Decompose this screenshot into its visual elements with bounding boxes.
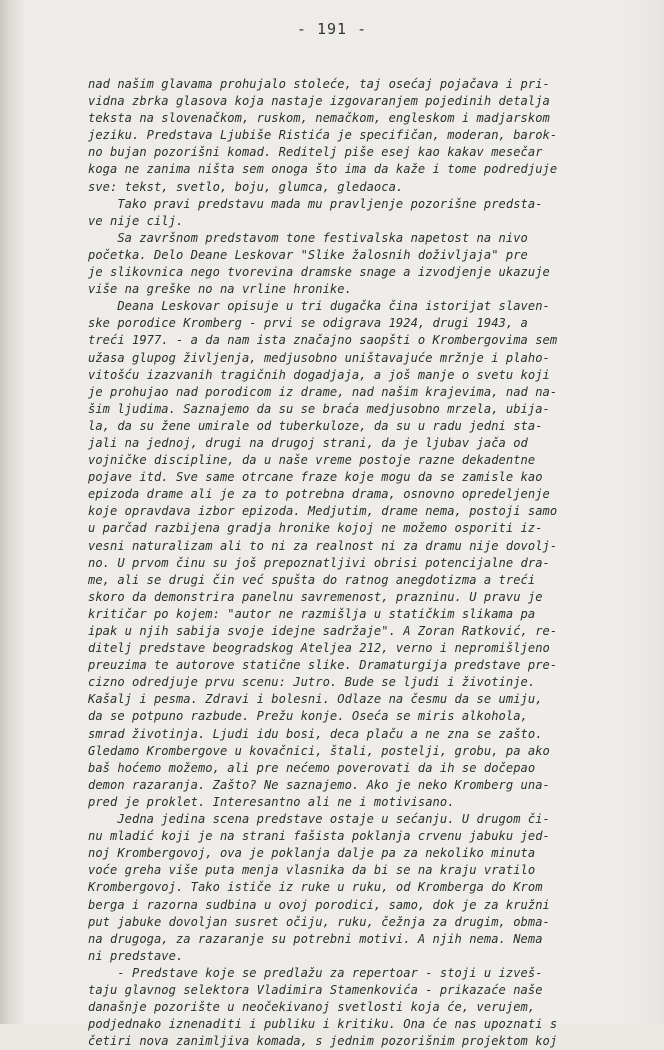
text-line: Sa završnom predstavom tone festivalska napetost na nivo <box>88 230 528 245</box>
text-line: na drugoga, za razaranje su potrebni motivi. A njih nema. Nema <box>88 931 543 946</box>
text-line: jeziku. Predstava Ljubiše Ristića je specifičan, moderan, barok- <box>88 128 558 143</box>
text-line: pred je proklet. Interesantno ali ne i motivisano. <box>88 794 455 809</box>
text-line: ni predstave. <box>88 948 184 963</box>
text-line: Gledamo Krombergove u kovačnici, štali, postelji, grobu, pa ako <box>88 743 550 758</box>
text-line: Krombergovoj. Tako ističe iz ruke u ruku, od Kromberga do Krom <box>88 880 543 895</box>
text-line: skoro da demonstrira panelnu savremenost, prazninu. U pravu je <box>88 589 543 604</box>
text-line: treći 1977. - a da nam ista značajno saopšti o Krombergovima sem <box>88 333 558 348</box>
text-line: noj Krombergovoj, ova je poklanja dalje pa za nekoliko minuta <box>88 846 536 861</box>
text-line: je slikovnica nego tvorevina dramske snage a izvodjenje ukazuje <box>88 265 550 280</box>
text-line: me, ali se drugi čin već spušta do ratnog anegdotizma a treći <box>88 572 536 587</box>
text-line: voće greha više puta menja vlasnika da bi se na kraju vratilo <box>88 863 536 878</box>
text-line: vidna zbrka glasova koja nastaje izgovaranjem pojedinih detalja <box>88 94 550 109</box>
text-line: cizno odredjuje prvu scenu: Jutro. Bude se ljudi i životinje. <box>88 675 536 690</box>
text-line: teksta na slovenačkom, ruskom, nemačkom, engleskom i madjarskom <box>88 111 550 126</box>
text-line: no. U prvom činu su još prepoznatljivi obrisi potencijalne dra- <box>88 555 550 570</box>
text-line: vojničke discipline, da u naše vreme postoje razne dekadentne <box>88 453 536 468</box>
text-line: la, da su žene umirale od tuberkuloze, da su u radu jedni sta- <box>88 418 543 433</box>
text-line: jali na jednoj, drugi na drugoj strani, da je ljubav jača od <box>88 435 528 450</box>
text-line: ske porodice Kromberg - prvi se odigrava 1924, drugi 1943, a <box>88 316 528 331</box>
text-line: nad našim glavama prohujalo stoleće, taj osećaj pojačava i pri- <box>88 77 550 91</box>
text-line: ditelj predstave beogradskog Ateljea 212, verno i nepromišljeno <box>88 641 550 656</box>
text-line: put jabuke dovoljan susret očiju, ruku, čežnja za drugim, obma- <box>88 914 550 929</box>
text-line: baš hoćemo možemo, ali pre nećemo poverovati da ih se dočepao <box>88 760 536 775</box>
text-line: demon razaranja. Zašto? Ne saznajemo. Ako je neko Kromberg una- <box>88 777 550 792</box>
text-line: više na greške no na vrline hronike. <box>88 282 352 297</box>
text-line: ve nije cilj. <box>88 213 184 228</box>
text-line: Tako pravi predstavu mada mu pravljenje pozorišne predsta- <box>88 196 543 211</box>
text-line: taju glavnog selektora Vladimira Stamenkovića - prikazaće naše <box>88 982 543 997</box>
text-line: smrad životinja. Ljudi idu bosi, deca plaču a ne zna se zašto. <box>88 726 543 741</box>
text-line: u parčad razbijena gradja hronike kojoj ne možemo osporiti iz- <box>88 521 543 536</box>
text-line: vitošću izazvanih tragičnih dogadjaja, a još manje o svetu koji <box>88 367 550 382</box>
text-line: je prohujao nad porodicom iz drame, nad našim krajevima, nad na- <box>88 384 558 399</box>
text-line: četiri nova zanimljiva komada, s jednim pozorišnim projektom koj <box>88 1034 558 1049</box>
page-number: - 191 - <box>296 20 368 38</box>
text-line: sve: tekst, svetlo, boju, glumca, gledaoca. <box>88 179 404 194</box>
text-line: vesni naturalizam ali to ni za realnost ni za dramu nije dovolj- <box>88 538 558 553</box>
text-line: užasa glupog življenja, medjusobno uništavajuće mržnje i plaho- <box>88 350 550 365</box>
text-line: početka. Delo Deane Leskovar "Slike žalosnih doživljaja" pre <box>88 247 528 262</box>
text-line: kritičar po kojem: "autor ne razmišlja u statičkim slikama pa <box>88 606 536 621</box>
text-line: pojave itd. Sve same otrcane fraze koje mogu da se zamisle kao <box>88 470 543 485</box>
text-line: Deana Leskovar opisuje u tri dugačka čina istorijat slaven- <box>88 299 550 314</box>
text-line: šim ljudima. Saznajemo da su se braća medjusobno mrzela, ubija- <box>88 401 550 416</box>
text-line: da se potpuno razbude. Prežu konje. Oseća se miris alkohola, <box>88 709 528 724</box>
text-line: koje opravdava izbor epizoda. Medjutim, drame nema, postoji samo <box>88 504 558 519</box>
text-line: no bujan pozorišni komad. Reditelj piše esej kao kakav mesečar <box>88 145 543 160</box>
body-text <box>88 76 660 1050</box>
text-line: podjednako iznenaditi i publiku i kritiku. Ona će nas upoznati s <box>88 1017 558 1032</box>
text-line: Jedna jedina scena predstave ostaje u sećanju. U drugom či- <box>88 812 550 827</box>
text-line: berga i razorna sudbina u ovoj porodici, samo, dok je za kružni <box>88 897 550 912</box>
text-line: današnje pozorište u neočekivanoj svetlosti koja će, verujem, <box>88 1000 536 1015</box>
text-line: koga ne zanima ništa sem onoga što ima da kaže i tome podredjuje <box>88 162 558 177</box>
text-line: nu mladić koji je na strani fašista poklanja crvenu jabuku jed- <box>88 829 550 844</box>
text-line: - Predstave koje se predlažu za repertoar - stoji u izveš- <box>88 965 543 980</box>
text-line: Kašalj i pesma. Zdravi i bolesni. Odlaze na česmu da se umiju, <box>88 692 543 707</box>
text-line: preuzima te autorove statične slike. Dramaturgija predstave pre- <box>88 658 558 673</box>
text-line: ipak u njih sabija svoje idejne sadržaje". A Zoran Ratković, re- <box>88 624 558 638</box>
text-line: epizoda drame ali je za to potrebna drama, osnovno opredeljenje <box>88 487 550 502</box>
